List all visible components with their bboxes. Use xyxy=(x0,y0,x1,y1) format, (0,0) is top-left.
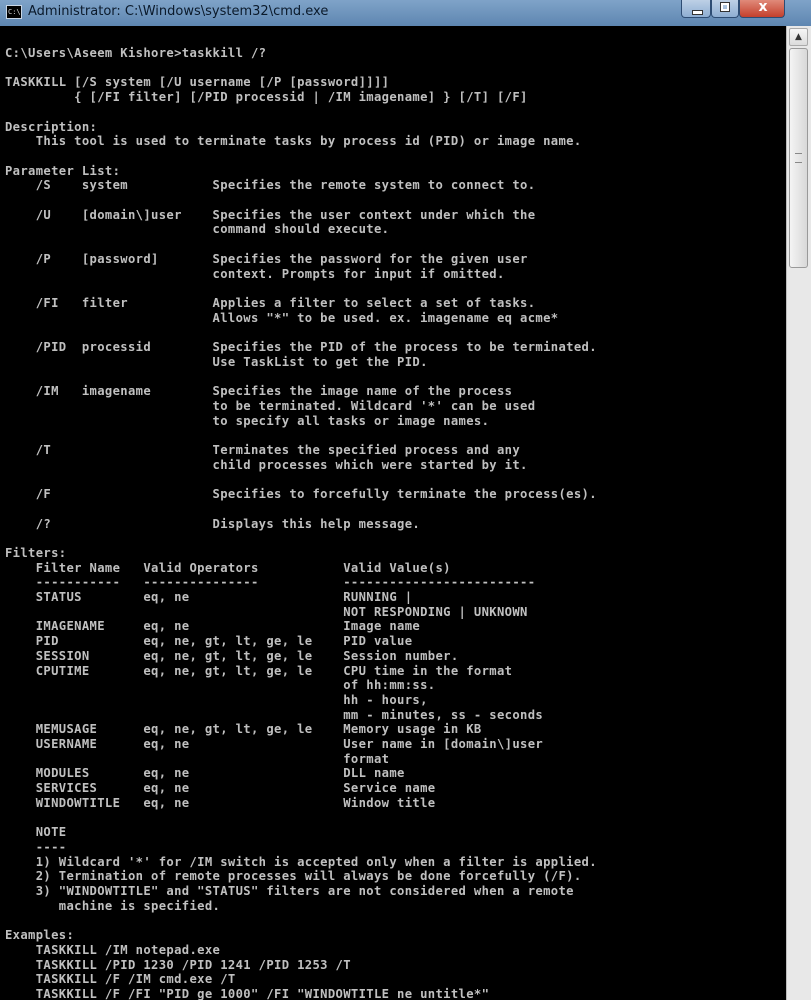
console-line: SESSION eq, ne, gt, lt, ge, le Session number. xyxy=(5,648,459,663)
console-line: /U [domain\]user Specifies the user context under which the xyxy=(5,207,536,222)
console-line: /T Terminates the specified process and any xyxy=(5,442,521,457)
window-title: Administrator: C:\Windows\system32\cmd.exe xyxy=(28,4,329,19)
console-line: PID eq, ne, gt, lt, ge, le PID value xyxy=(5,634,413,649)
close-icon: x xyxy=(758,0,768,15)
console-line: NOT RESPONDING | UNKNOWN xyxy=(5,604,528,619)
console-output-area[interactable] xyxy=(0,26,786,1000)
console-line: C:\Users\Aseem Kishore>taskkill /? xyxy=(5,46,267,60)
console-line: Filters: xyxy=(5,545,67,560)
console-line: to specify all tasks or image names. xyxy=(5,413,490,428)
console-line: { [/FI filter] [/PID processid | /IM imagename] } [/T] [/F] xyxy=(5,90,528,105)
console-line: CPUTIME eq, ne, gt, lt, ge, le CPU time in the format xyxy=(5,663,513,678)
console-line: 1) Wildcard '*' for /IM switch is accepted only when a filter is applied. xyxy=(5,854,597,869)
console-line: TASKKILL /F /FI "PID ge 1000" /FI "WINDOWTITLE ne untitle*" xyxy=(5,987,490,1000)
console-line: TASKKILL [/S system [/U username [/P [password]]]] xyxy=(5,75,390,90)
console-line: WINDOWTITLE eq, ne Window title xyxy=(5,795,436,810)
console-line: Use TaskList to get the PID. xyxy=(5,354,428,369)
console-line: /FI filter Applies a filter to select a set of tasks. xyxy=(5,295,536,310)
console-line: command should execute. xyxy=(5,222,390,237)
maximize-icon xyxy=(721,3,729,11)
console-line: /F Specifies to forcefully terminate the process(es). xyxy=(5,487,597,502)
console-line: TASKKILL /PID 1230 /PID 1241 /PID 1253 /T xyxy=(5,957,351,972)
console-line: /IM imagename Specifies the image name of the process xyxy=(5,384,513,399)
console-text xyxy=(0,26,786,1000)
minimize-button[interactable] xyxy=(681,0,711,18)
console-line: context. Prompts for input if omitted. xyxy=(5,266,505,281)
console-line: 3) "WINDOWTITLE" and "STATUS" filters are not considered when a remote xyxy=(5,884,574,899)
console-line: TASKKILL /F /IM cmd.exe /T xyxy=(5,972,236,987)
console-line: This tool is used to terminate tasks by process id (PID) or image name. xyxy=(5,134,582,149)
console-line: ---- xyxy=(5,839,67,854)
scroll-thumb[interactable] xyxy=(789,48,808,268)
cmd-icon[interactable]: C:\ xyxy=(6,5,22,19)
console-line: child processes which were started by it. xyxy=(5,457,528,472)
console-line: USERNAME eq, ne User name in [domain\]user xyxy=(5,737,544,752)
console-line: NOTE xyxy=(5,825,67,840)
console-line: MODULES eq, ne DLL name xyxy=(5,766,405,781)
console-line: IMAGENAME eq, ne Image name xyxy=(5,619,421,634)
console-line: format xyxy=(5,751,390,766)
thumb-grip-icon xyxy=(795,153,802,163)
vertical-scrollbar[interactable] xyxy=(786,26,811,1000)
console-line: mm - minutes, ss - seconds xyxy=(5,707,544,722)
console-line: STATUS eq, ne RUNNING | xyxy=(5,590,413,605)
console-line: SERVICES eq, ne Service name xyxy=(5,781,436,796)
console-line: Examples: xyxy=(5,928,75,943)
console-line: hh - hours, xyxy=(5,692,428,707)
console-line: Description: xyxy=(5,119,98,134)
console-line: Parameter List: xyxy=(5,163,121,178)
console-line: machine is specified. xyxy=(5,898,221,913)
console-line: /P [password] Specifies the password for the given user xyxy=(5,251,528,266)
console-line: ----------- --------------- ------------------------- xyxy=(5,575,536,590)
console-line: /S system Specifies the remote system to connect to. xyxy=(5,178,536,193)
console-line: /? Displays this help message. xyxy=(5,516,421,531)
chevron-up-icon: ▲ xyxy=(795,32,802,42)
console-line: Allows "*" to be used. ex. imagename eq acme* xyxy=(5,310,559,325)
console-line: Filter Name Valid Operators Valid Value(s) xyxy=(5,560,451,575)
minimize-icon xyxy=(692,10,703,15)
maximize-button[interactable] xyxy=(711,0,739,18)
console-line: TASKKILL /IM notepad.exe xyxy=(5,942,221,957)
console-line: of hh:mm:ss. xyxy=(5,678,436,693)
scroll-up-button[interactable] xyxy=(789,28,808,46)
close-button[interactable] xyxy=(739,0,785,18)
console-line: to be terminated. Wildcard '*' can be used xyxy=(5,398,536,413)
console-line: /PID processid Specifies the PID of the process to be terminated. xyxy=(5,340,597,355)
console-line: 2) Termination of remote processes will always be done forcefully (/F). xyxy=(5,869,582,884)
console-line: MEMUSAGE eq, ne, gt, lt, ge, le Memory usage in KB xyxy=(5,722,482,737)
title-bar[interactable] xyxy=(0,0,811,27)
